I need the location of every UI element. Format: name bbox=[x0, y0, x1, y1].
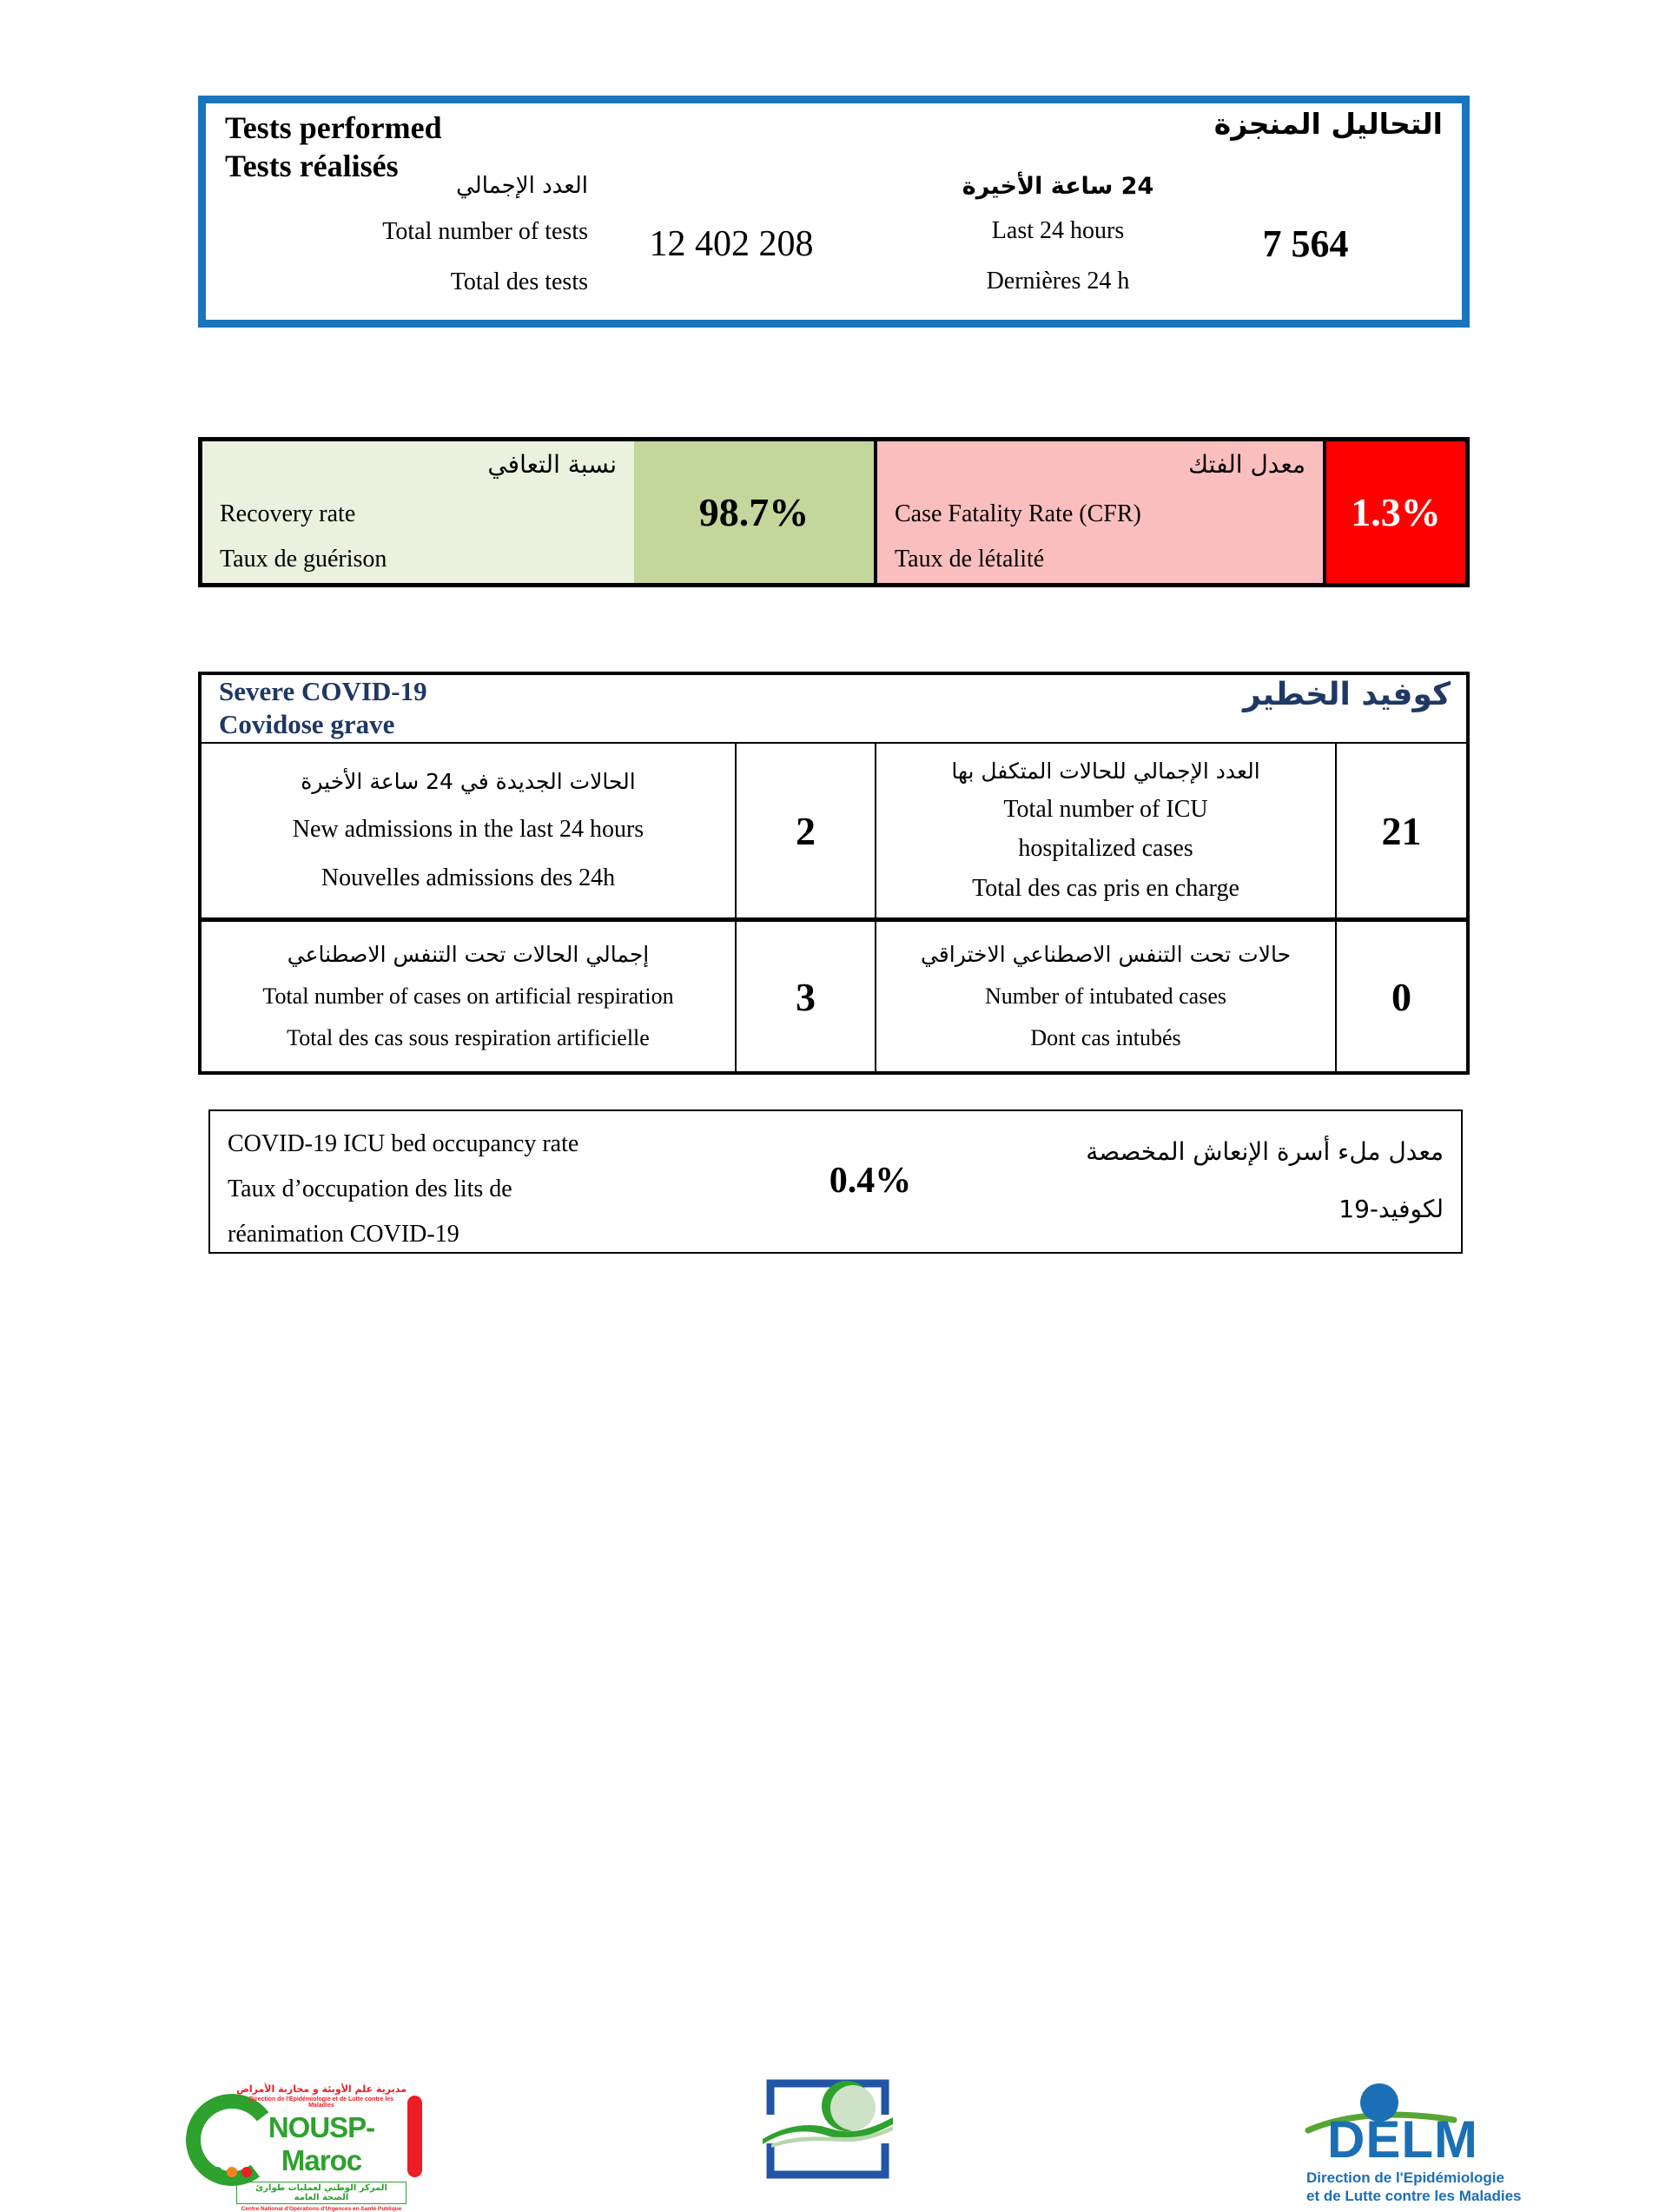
nousp-maroc-logo bbox=[186, 2083, 422, 2212]
tests-performed-box bbox=[198, 96, 1470, 328]
cfr-label-ar: معدل الفتك bbox=[1188, 450, 1305, 479]
icu-total-label-fr: Total des cas pris en charge bbox=[972, 874, 1239, 902]
severe-title-fr: Covidose grave bbox=[219, 709, 395, 739]
artificial-respiration-labels bbox=[202, 922, 735, 1071]
cfr-value: 1.3% bbox=[1323, 441, 1465, 583]
intubated-label-ar: حالات تحت التنفس الاصطناعي الاختراقي bbox=[920, 941, 1292, 967]
cfr-label-en: Case Fatality Rate (CFR) bbox=[895, 500, 1141, 527]
icu-total-label-en: Total number of ICU bbox=[1003, 795, 1208, 823]
intubated-label-fr: Dont cas intubés bbox=[1030, 1025, 1181, 1051]
recovery-rate-value: 98.7% bbox=[634, 441, 874, 583]
orange-dot-icon bbox=[227, 2167, 237, 2177]
cfr-label-fr: Taux de létalité bbox=[895, 546, 1045, 573]
last24-label-en: Last 24 hours bbox=[991, 217, 1125, 244]
intubated-value: 0 bbox=[1335, 922, 1466, 1071]
recovery-label-ar: نسبة التعافي bbox=[487, 450, 617, 479]
total-tests-label-en: Total number of tests bbox=[382, 218, 588, 245]
recovery-label-fr: Taux de guérison bbox=[220, 546, 387, 573]
new-admissions-label-en: New admissions in the last 24 hours bbox=[292, 815, 644, 843]
nousp-arabic-bottom: المركز الوطني لعمليات طوارئ الصحة العامة bbox=[236, 2182, 406, 2204]
nousp-text-block bbox=[236, 2083, 406, 2212]
tests-title-en: Tests performed bbox=[225, 110, 442, 145]
icu-total-labels bbox=[875, 744, 1335, 922]
icu-occupancy-value: 0.4% bbox=[829, 1161, 912, 1201]
last24-value: 7 564 bbox=[1262, 222, 1349, 265]
severe-grid bbox=[202, 744, 1466, 1071]
nousp-name: NOUSP-Maroc bbox=[268, 2111, 375, 2176]
new-admissions-label-ar: الحالات الجديدة في 24 ساعة الأخيرة bbox=[301, 768, 636, 794]
icu-total-label-en2: hospitalized cases bbox=[1018, 835, 1193, 863]
intubated-label-en: Number of intubated cases bbox=[985, 983, 1226, 1009]
artificial-respiration-label-fr: Total des cas sous respiration artificielle bbox=[287, 1025, 650, 1051]
new-admissions-labels bbox=[202, 744, 735, 922]
artificial-respiration-label-ar: إجمالي الحالات تحت التنفس الاصطناعي bbox=[287, 941, 650, 967]
new-admissions-label-fr: Nouvelles admissions des 24h bbox=[321, 864, 616, 892]
icu-total-value: 21 bbox=[1335, 744, 1466, 922]
recovery-label-en: Recovery rate bbox=[220, 500, 356, 527]
ministry-logo-icon bbox=[763, 2075, 893, 2183]
nousp-red-bar-icon bbox=[407, 2096, 422, 2177]
intubated-labels bbox=[875, 922, 1335, 1071]
icu-occupancy-labels-ar bbox=[1086, 1123, 1444, 1238]
icu-total-label-ar: العدد الإجمالي للحالات المتكفل بها bbox=[951, 758, 1260, 785]
severe-title bbox=[202, 675, 1466, 744]
total-tests-label-fr: Total des tests bbox=[450, 268, 588, 295]
rates-strip bbox=[198, 437, 1470, 587]
delm-name: DELM bbox=[1327, 2110, 1478, 2169]
last24-label-ar: 24 ساعة الأخيرة bbox=[962, 173, 1154, 200]
icu-occupancy-label-ar2: لكوفيد-19 bbox=[1338, 1195, 1444, 1223]
artificial-respiration-label-en: Total number of cases on artificial respiration bbox=[262, 983, 674, 1009]
delm-subtitle-line2: et de Lutte contre les Maladies bbox=[1306, 2188, 1522, 2204]
total-tests-labels bbox=[319, 173, 588, 296]
nousp-dots-icon bbox=[212, 2167, 252, 2177]
icu-occupancy-labels bbox=[228, 1122, 578, 1257]
severe-covid-table bbox=[198, 672, 1470, 1075]
ministry-health-logo bbox=[763, 2075, 893, 2183]
delm-subtitle-line1: Direction de l'Epidémiologie bbox=[1306, 2169, 1504, 2186]
icu-occupancy-label-fr1: Taux d’occupation des lits de bbox=[228, 1176, 512, 1202]
new-admissions-value: 2 bbox=[735, 744, 875, 922]
red-dot-icon bbox=[241, 2167, 252, 2177]
nousp-french-bottom: Centre National d'Opérations d'Urgences en Santé Publique bbox=[241, 2206, 402, 2212]
nousp-french-top: Direction de l'Epidémiologie et de Lutte contre les Maladies bbox=[248, 2096, 394, 2109]
nousp-arabic-top: مديرية علم الأوبئة و محاربة الأمراض bbox=[236, 2083, 406, 2095]
cfr-labels bbox=[874, 441, 1323, 583]
total-tests-value: 12 402 208 bbox=[649, 224, 814, 264]
icu-occupancy-label-fr2: réanimation COVID-19 bbox=[228, 1221, 459, 1248]
delm-logo bbox=[1305, 2083, 1548, 2204]
last24-labels bbox=[949, 173, 1167, 295]
severe-title-en: Severe COVID-19 bbox=[219, 676, 427, 706]
delm-subtitle bbox=[1306, 2169, 1550, 2205]
severe-title-ar: كوفيد الخطير bbox=[1242, 677, 1451, 712]
green-dot-icon bbox=[212, 2167, 222, 2177]
icu-occupancy-label-ar1: معدل ملء أسرة الإنعاش المخصصة bbox=[1086, 1137, 1444, 1166]
recovery-rate-labels bbox=[202, 441, 634, 583]
icu-occupancy-label-en: COVID-19 ICU bed occupancy rate bbox=[228, 1130, 579, 1157]
icu-occupancy-box bbox=[208, 1109, 1463, 1254]
artificial-respiration-value: 3 bbox=[735, 922, 875, 1071]
last24-label-fr: Dernières 24 h bbox=[986, 268, 1130, 295]
tests-title-fr: Tests réalisés bbox=[225, 149, 399, 183]
tests-title-ar: التحاليل المنجزة bbox=[1213, 107, 1443, 141]
total-tests-label-ar: العدد الإجمالي bbox=[456, 173, 588, 199]
